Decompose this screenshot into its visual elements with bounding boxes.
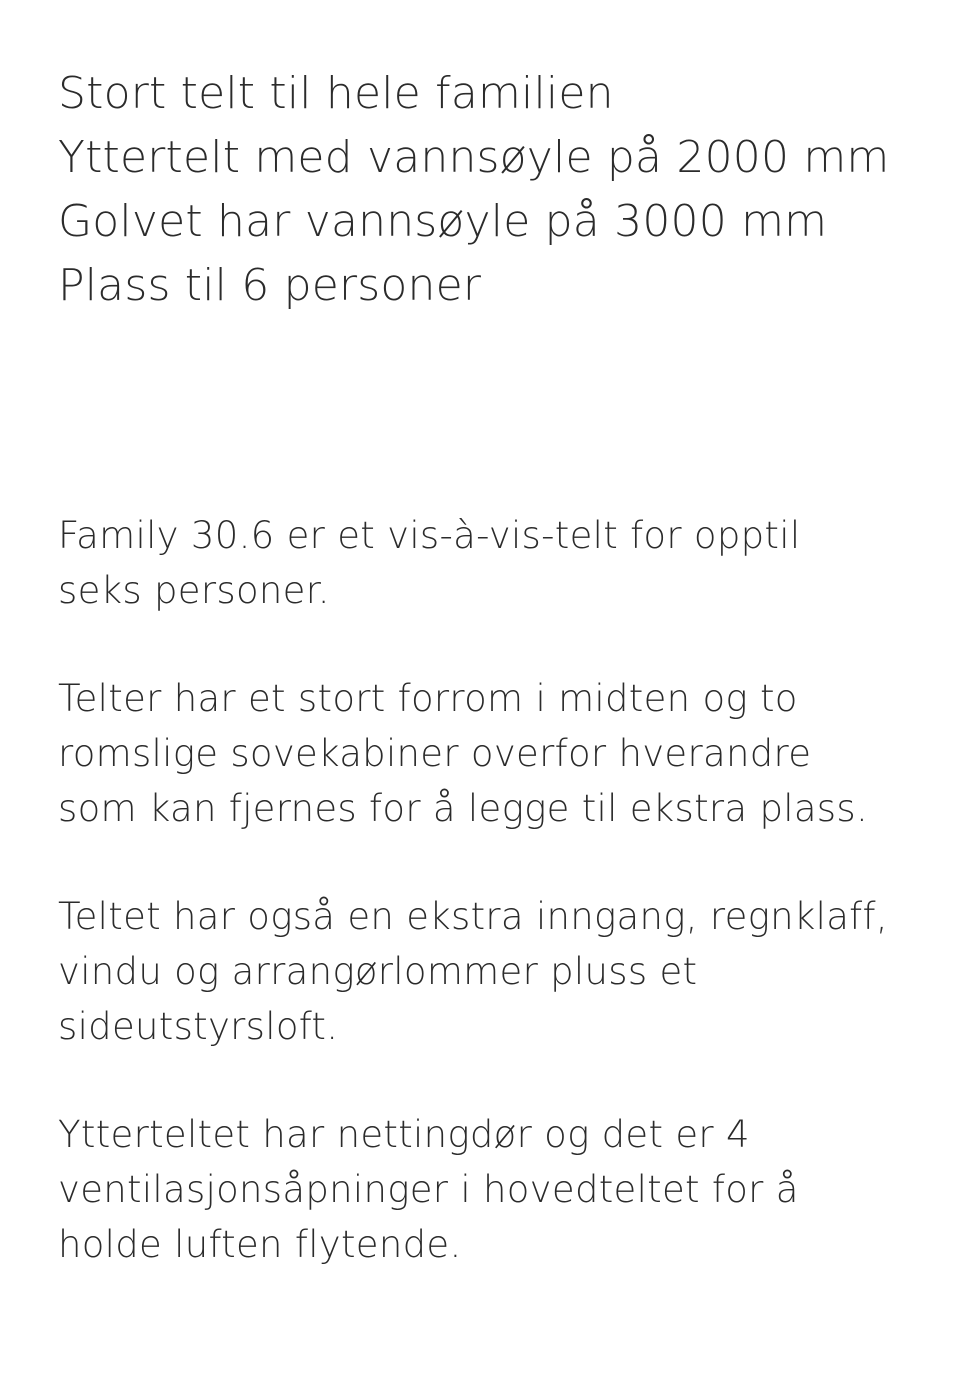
feature-line: Plass til 6 personer [58, 260, 482, 311]
paragraph-line: som kan fjernes for å legge til ekstra plass. [58, 787, 869, 830]
feature-line: Golvet har vannsøyle på 3000 mm [58, 196, 828, 247]
paragraph-line: holde luften flytende. [58, 1223, 462, 1266]
paragraph-line: seks personer. [58, 569, 330, 612]
paragraph-line: Ytterteltet har nettingdør og det er 4 [58, 1113, 750, 1156]
paragraph-line: Family 30.6 er et vis-à-vis-telt for opptil [58, 514, 801, 557]
paragraph-line: Telter har et stort forrom i midten og to [58, 677, 798, 720]
description-paragraph [58, 889, 920, 1054]
paragraph-line: sideutstyrsloft. [58, 1005, 339, 1048]
description-paragraph [58, 1107, 920, 1272]
paragraph-line: vindu og arrangørlommer pluss et [58, 950, 698, 993]
feature-line: Stort telt til hele familien [58, 68, 614, 119]
description-body [58, 508, 920, 1272]
paragraph-line: Teltet har også en ekstra inngang, regnklaff, [58, 895, 888, 938]
description-paragraph [58, 508, 920, 618]
feature-line: Yttertelt med vannsøyle på 2000 mm [58, 132, 890, 183]
description-paragraph [58, 671, 920, 836]
feature-headline-list [58, 62, 920, 318]
paragraph-line: ventilasjonsåpninger i hovedteltet for å [58, 1168, 799, 1211]
paragraph-line: romslige sovekabiner overfor hverandre [58, 732, 812, 775]
